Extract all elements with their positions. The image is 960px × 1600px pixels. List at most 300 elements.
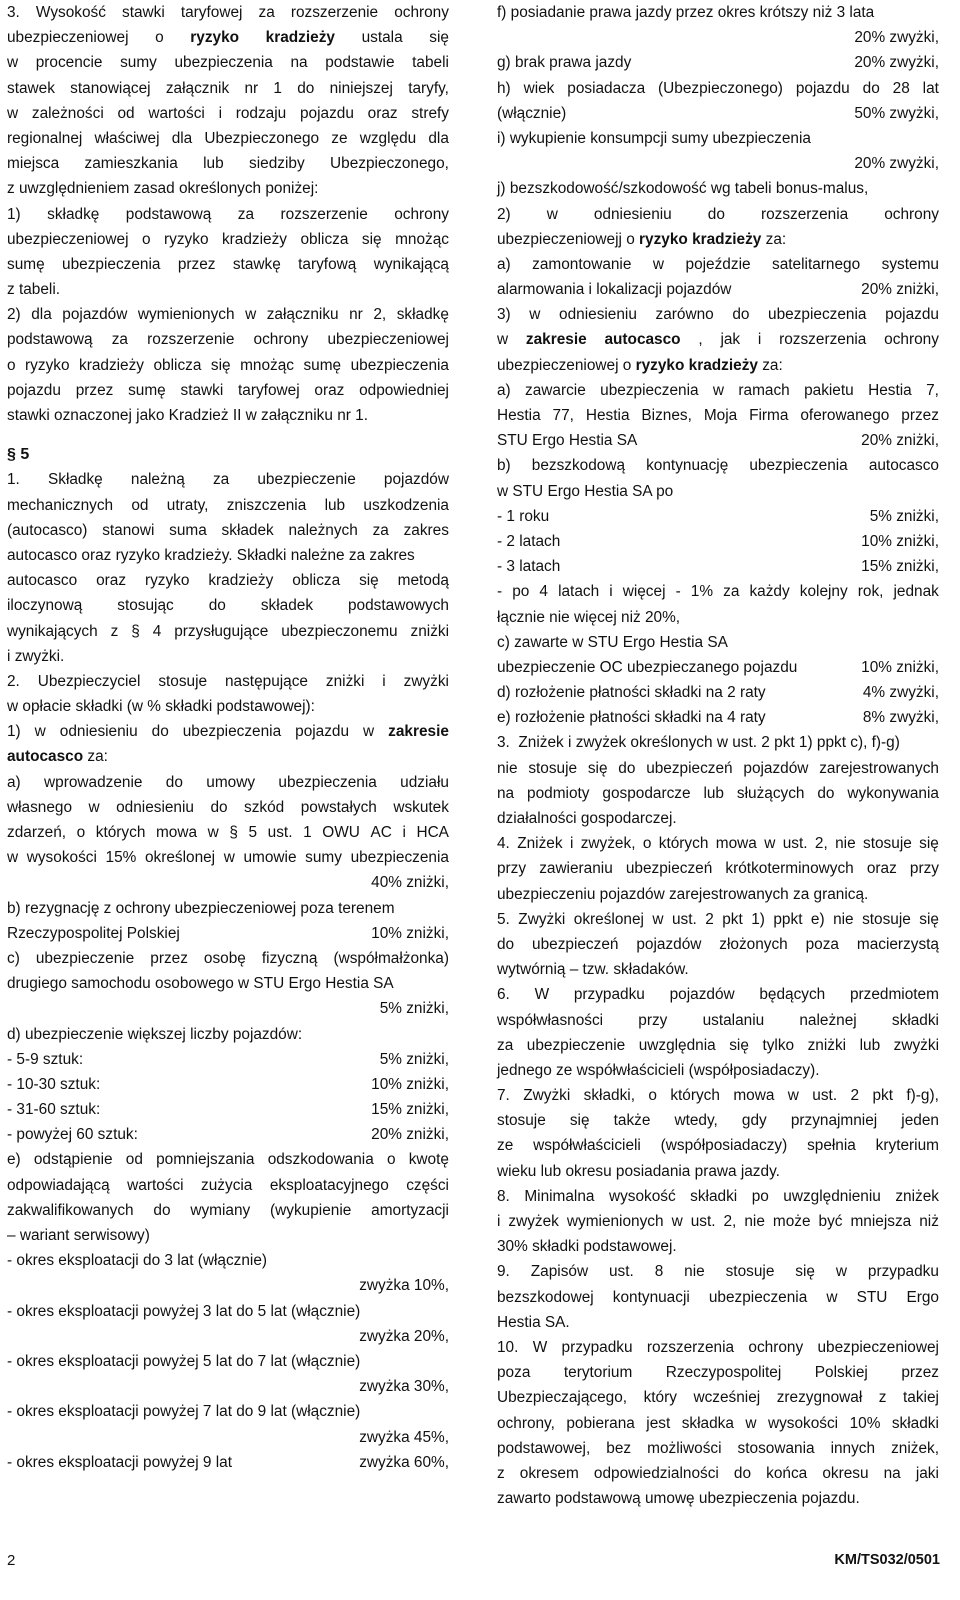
item-label: alarmowania i lokalizacji pojazdów xyxy=(497,281,732,299)
word-text: pkt xyxy=(872,1087,893,1105)
word-text: ze xyxy=(497,1137,514,1155)
word-text: części xyxy=(406,1176,449,1194)
word-text: miejsca xyxy=(7,155,60,173)
word xyxy=(916,1461,939,1486)
word-text: oraz xyxy=(866,860,897,878)
word xyxy=(783,831,808,856)
text-line xyxy=(497,705,939,730)
rate-value: zwyżka 10%, xyxy=(359,1277,449,1295)
word-text: w xyxy=(497,331,509,349)
word-text: Zapisów xyxy=(530,1263,589,1281)
word-text: odstąpienie xyxy=(33,1151,113,1169)
word xyxy=(416,820,449,845)
word-text: przez xyxy=(75,381,114,399)
text-line xyxy=(497,202,939,227)
text-segment: - okres eksploatacji powyżej 7 lat do 9 lat (włącznie) xyxy=(7,1403,361,1421)
word-text: zwyżki xyxy=(403,672,449,690)
word-text: amortyzacji xyxy=(371,1201,449,1219)
word xyxy=(7,0,20,25)
word xyxy=(749,579,789,604)
text-line xyxy=(7,669,449,694)
word xyxy=(812,1083,837,1108)
word xyxy=(297,76,314,101)
word-text: procencie xyxy=(35,54,103,72)
word xyxy=(512,579,529,604)
word xyxy=(203,151,224,176)
rate-value: 20% zniżki, xyxy=(371,1126,449,1144)
word xyxy=(7,619,98,644)
text-segment: b) rezygnację z ochrony ubezpieczeniowej poza terenem xyxy=(7,899,395,917)
word xyxy=(641,403,691,428)
word xyxy=(698,327,702,352)
word-text: składkę xyxy=(47,205,100,223)
word xyxy=(331,126,347,151)
word-text: w xyxy=(712,381,725,399)
word-text: ubezpieczenia xyxy=(62,255,161,273)
text-line xyxy=(497,403,939,428)
text-segment: - okres eksploatacji powyżej 5 lat do 7 lat (włącznie) xyxy=(7,1352,361,1370)
word xyxy=(529,302,540,327)
word-text: 1 xyxy=(273,79,282,97)
word xyxy=(703,1008,765,1033)
text-line xyxy=(497,882,939,907)
text-segment: i) wykupienie konsumpcji sumy ubezpieczenia xyxy=(497,129,811,147)
text-line xyxy=(7,1122,449,1147)
word xyxy=(292,568,340,593)
word xyxy=(225,669,308,694)
word-text: ochrony xyxy=(884,205,939,223)
word-text: i xyxy=(402,824,406,841)
word-text: i xyxy=(497,1213,501,1230)
word-text: Zniżek xyxy=(517,835,563,853)
word xyxy=(295,719,349,744)
word-text: Polskiej xyxy=(814,1364,868,1382)
word-text: i xyxy=(382,672,386,690)
text-line xyxy=(497,252,939,277)
word xyxy=(117,101,134,126)
text-line xyxy=(497,479,939,504)
word xyxy=(708,202,725,227)
rate-value: 20% zniżki, xyxy=(861,432,939,450)
bold-term: ryzyko kradzieży xyxy=(635,356,758,374)
word xyxy=(7,593,82,618)
word-text: udziału xyxy=(400,773,449,791)
word xyxy=(901,1360,939,1385)
word-text: 8. xyxy=(497,1187,510,1205)
text-line xyxy=(497,453,939,478)
word xyxy=(879,1385,887,1410)
text-line xyxy=(497,655,939,680)
text-segment: c) zawarte w STU Ergo Hestia SA xyxy=(497,633,728,651)
rate-value: 5% zniżki, xyxy=(379,1000,449,1018)
word xyxy=(524,1184,594,1209)
word-text: a) xyxy=(7,773,21,791)
word xyxy=(497,453,511,478)
word-text: pojazdu xyxy=(295,723,350,741)
word xyxy=(131,467,185,492)
word xyxy=(868,1259,939,1284)
word-text: ochrony xyxy=(253,331,309,349)
page-footer xyxy=(7,1548,940,1573)
text-line xyxy=(7,770,449,795)
word-text: sumę xyxy=(303,356,342,374)
document-code: KM/TS032/0501 xyxy=(834,1552,940,1568)
word-text: ust. xyxy=(671,910,697,928)
word-text: 2 xyxy=(705,910,714,928)
word-text: wymienionych xyxy=(566,1213,664,1230)
word xyxy=(76,378,114,403)
word-text: pomniejszania xyxy=(156,1151,255,1169)
word xyxy=(281,619,397,644)
word xyxy=(729,1033,749,1058)
word xyxy=(670,1083,720,1108)
word-text: za xyxy=(723,583,740,601)
word-text: końca xyxy=(766,1464,808,1482)
text-line xyxy=(497,1108,939,1133)
word xyxy=(60,719,138,744)
bold-term: autocasco xyxy=(7,748,84,766)
word xyxy=(373,518,389,543)
word-text: do xyxy=(297,79,315,97)
word xyxy=(759,982,825,1007)
rate-value: zwyżka 20%, xyxy=(359,1327,449,1345)
word-text: mowa xyxy=(733,1087,775,1105)
word xyxy=(7,795,72,820)
word xyxy=(703,781,724,806)
word xyxy=(850,1411,881,1436)
word-text: w xyxy=(546,205,558,223)
text-segment: w STU Ergo Hestia SA po xyxy=(497,482,674,500)
text-line xyxy=(7,50,449,75)
word-text: o xyxy=(155,29,164,47)
word xyxy=(303,820,312,845)
text-line xyxy=(497,730,939,755)
word-text: 2, xyxy=(373,306,387,324)
item-label: d) rozłożenie płatności składki na 2 raty xyxy=(497,684,766,702)
word-text: podstawowych xyxy=(348,597,449,615)
word xyxy=(267,302,339,327)
right-column xyxy=(497,0,939,1511)
text-line xyxy=(7,151,449,176)
text-line xyxy=(7,467,449,492)
word-text: zużycia xyxy=(201,1176,253,1194)
text-line xyxy=(497,176,939,201)
word xyxy=(691,579,713,604)
word xyxy=(384,467,449,492)
word-text: od xyxy=(131,496,149,514)
text-line xyxy=(7,1349,449,1374)
word xyxy=(497,831,510,856)
word xyxy=(559,302,637,327)
word xyxy=(533,1335,548,1360)
word-text: przypadku xyxy=(561,1338,633,1356)
word xyxy=(298,252,356,277)
word-text: wysokości xyxy=(26,849,97,867)
word-text: 2) xyxy=(7,306,21,324)
rate-value: 8% zwyżki, xyxy=(862,709,939,727)
word xyxy=(532,252,631,277)
word xyxy=(497,378,511,403)
word xyxy=(606,1436,631,1461)
word-text: pojazdów xyxy=(62,306,128,324)
word xyxy=(733,1083,774,1108)
word xyxy=(126,1147,143,1172)
word-text: 1% xyxy=(690,583,714,601)
text-line xyxy=(7,227,449,252)
word xyxy=(658,76,783,101)
section-heading xyxy=(7,442,449,467)
word xyxy=(7,378,61,403)
word-text: pkt xyxy=(722,910,743,928)
word-text: krótkoterminowych xyxy=(725,860,854,878)
word xyxy=(656,302,714,327)
word-text: Minimalna xyxy=(524,1187,595,1205)
word-text: podstawowej, xyxy=(497,1439,591,1457)
word-text: - xyxy=(675,583,681,601)
word-text: oraz xyxy=(96,572,127,590)
word xyxy=(919,831,939,856)
word xyxy=(325,50,394,75)
word-text: ubezpieczenie xyxy=(526,1036,626,1054)
word-text: nie xyxy=(744,1213,765,1230)
word xyxy=(7,1147,21,1172)
text-line xyxy=(7,996,449,1021)
word xyxy=(796,76,850,101)
word-text: gdy xyxy=(741,1112,767,1130)
word xyxy=(270,1198,351,1223)
word xyxy=(7,151,59,176)
word xyxy=(819,1209,843,1234)
item-label: (włącznie) xyxy=(497,104,567,122)
word-text: ubezpieczenie xyxy=(35,949,135,967)
text-line xyxy=(497,1133,939,1158)
word xyxy=(36,946,134,971)
word-text: do xyxy=(817,784,835,802)
word xyxy=(362,227,382,252)
bold-term: ryzyko kradzieży xyxy=(639,230,762,248)
text-line xyxy=(497,554,939,579)
word-text: składkę xyxy=(396,306,449,324)
word-text: o xyxy=(141,230,151,248)
word-text: oraz xyxy=(367,104,398,122)
word-text: składek xyxy=(221,521,274,539)
word-text: i xyxy=(609,583,613,601)
word-text: pojazdów xyxy=(669,986,735,1004)
word-text: ubezpieczenia xyxy=(174,54,273,72)
word-text: których xyxy=(658,835,709,853)
word xyxy=(497,1436,590,1461)
word xyxy=(243,845,296,870)
word xyxy=(208,820,219,845)
text-line xyxy=(497,1058,939,1083)
word-text: f)-g), xyxy=(906,1087,939,1105)
word-text: ochrony xyxy=(394,205,449,223)
word xyxy=(222,227,287,252)
word xyxy=(222,518,274,543)
word xyxy=(266,25,335,50)
text-line xyxy=(497,76,939,101)
text-line xyxy=(497,25,939,50)
word xyxy=(726,1259,775,1284)
word-text: ryzyko xyxy=(164,230,209,248)
word-text: w xyxy=(764,835,776,853)
text-line xyxy=(7,277,449,302)
text-segment: jednego ze współwłaścicieli (współposiadaczy). xyxy=(497,1061,820,1079)
word-text: (autocasco) xyxy=(7,521,88,539)
word xyxy=(394,0,449,25)
word xyxy=(351,353,449,378)
word xyxy=(851,1083,860,1108)
text-segment: drugiego samochodu osobowego w STU Ergo Hestia SA xyxy=(7,975,394,993)
word xyxy=(208,568,273,593)
word-text: wartości xyxy=(127,1176,184,1194)
word xyxy=(906,1083,939,1108)
word-text: zniżki xyxy=(807,1036,847,1054)
rate-value: zwyżka 45%, xyxy=(359,1428,449,1446)
word-text: z xyxy=(497,1464,505,1482)
word-text: złożonych xyxy=(719,935,788,953)
word-text: składka xyxy=(681,1414,734,1432)
word xyxy=(429,25,449,50)
text-line xyxy=(497,1360,939,1385)
word xyxy=(749,453,847,478)
word-text: 4 xyxy=(152,622,162,640)
word-text: więcej xyxy=(622,583,666,601)
word-text: 2. xyxy=(7,672,20,690)
word-text: Hestia xyxy=(868,381,912,399)
text-line xyxy=(7,820,449,845)
rate-value: 15% zniżki, xyxy=(861,558,939,576)
word xyxy=(836,1259,847,1284)
text-line xyxy=(497,1461,939,1486)
word-text: posiadacza xyxy=(567,79,646,97)
word-text: rozszerzenia xyxy=(779,331,867,349)
word xyxy=(301,795,377,820)
item-label: - 5-9 sztuk: xyxy=(7,1050,84,1068)
word xyxy=(860,1033,881,1058)
word xyxy=(691,1209,716,1234)
word xyxy=(799,1008,856,1033)
word-text: kryterium xyxy=(875,1137,939,1155)
word-text: ubezpieczenia xyxy=(278,773,377,791)
word-text: zawieraniu xyxy=(539,860,613,878)
text-segment: za: xyxy=(761,230,787,248)
word xyxy=(672,1209,683,1234)
word xyxy=(857,1285,888,1310)
word-text: ryzyko xyxy=(25,356,70,374)
word-text: e) xyxy=(7,1151,21,1169)
word-text: Ubezpieczyciel xyxy=(37,672,141,690)
word-text: nie xyxy=(497,759,518,777)
word xyxy=(326,669,364,694)
word xyxy=(532,932,618,957)
word-text: w xyxy=(652,255,665,273)
word-text: poza xyxy=(497,1364,531,1382)
word-text: stosuje xyxy=(528,759,578,777)
word xyxy=(811,907,825,932)
text-line xyxy=(497,1033,939,1058)
word-text: Składkę xyxy=(47,471,103,489)
word xyxy=(111,619,119,644)
word xyxy=(704,403,737,428)
word xyxy=(153,1198,170,1223)
text-line xyxy=(497,1083,939,1108)
word xyxy=(303,353,341,378)
word xyxy=(245,302,256,327)
word-text: zamontowanie xyxy=(532,255,632,273)
word xyxy=(531,1259,588,1284)
word-text: pojazdu xyxy=(7,381,61,399)
text-line xyxy=(497,831,939,856)
word-text: do xyxy=(733,1464,752,1482)
word xyxy=(497,1008,603,1033)
word xyxy=(126,202,212,227)
word-text: ochrony xyxy=(884,331,939,349)
word-text: uwzględnieniu xyxy=(783,1187,881,1205)
word xyxy=(682,1411,734,1436)
word-text: się xyxy=(429,29,449,47)
word xyxy=(609,1259,634,1284)
word xyxy=(639,1033,716,1058)
text-segment: 3. Zniżek i zwyżek określonych w ust. 2 pkt 1) ppkt c), f)-g) xyxy=(497,734,900,752)
text-line xyxy=(497,1436,939,1461)
rate-value: 40% zniżki, xyxy=(371,874,449,892)
word xyxy=(725,856,853,881)
text-line xyxy=(7,1324,449,1349)
word-text: nie xyxy=(684,1263,705,1281)
word xyxy=(768,302,866,327)
word xyxy=(817,1335,939,1360)
word xyxy=(204,126,319,151)
word xyxy=(783,1184,881,1209)
word xyxy=(906,1285,939,1310)
text-line xyxy=(7,1072,449,1097)
text-segment: działalności gospodarczej. xyxy=(497,810,677,827)
word xyxy=(7,25,129,50)
word xyxy=(147,327,234,352)
word xyxy=(112,327,128,352)
word-text: ust. xyxy=(782,835,808,853)
word xyxy=(567,76,645,101)
word-text: za xyxy=(237,205,255,223)
item-label: - 31-60 sztuk: xyxy=(7,1101,101,1119)
word xyxy=(322,820,360,845)
word xyxy=(371,1198,449,1223)
word xyxy=(497,1184,510,1209)
word xyxy=(602,781,690,806)
word xyxy=(524,76,555,101)
word-text: składki, xyxy=(583,1087,635,1105)
word-text: się xyxy=(919,910,939,928)
word xyxy=(404,669,449,694)
word xyxy=(497,932,514,957)
word-text: 2, xyxy=(723,1213,737,1230)
text-segment: Hestia SA. xyxy=(497,1313,570,1331)
word-text: gospodarcze xyxy=(602,784,691,802)
word-text: 9. xyxy=(497,1263,510,1281)
word-text: oblicza xyxy=(153,356,202,374)
word-text: (współposiadaczy) xyxy=(660,1137,788,1155)
word xyxy=(705,907,714,932)
item-label: - 2 latach xyxy=(497,532,561,550)
word xyxy=(815,1360,868,1385)
text-line xyxy=(7,302,449,327)
page-number: 2 xyxy=(7,1552,16,1569)
word xyxy=(766,1461,807,1486)
word xyxy=(362,25,403,50)
text-segment: w opłacie składki (w % składki podstawowej): xyxy=(7,698,315,716)
word xyxy=(497,907,510,932)
